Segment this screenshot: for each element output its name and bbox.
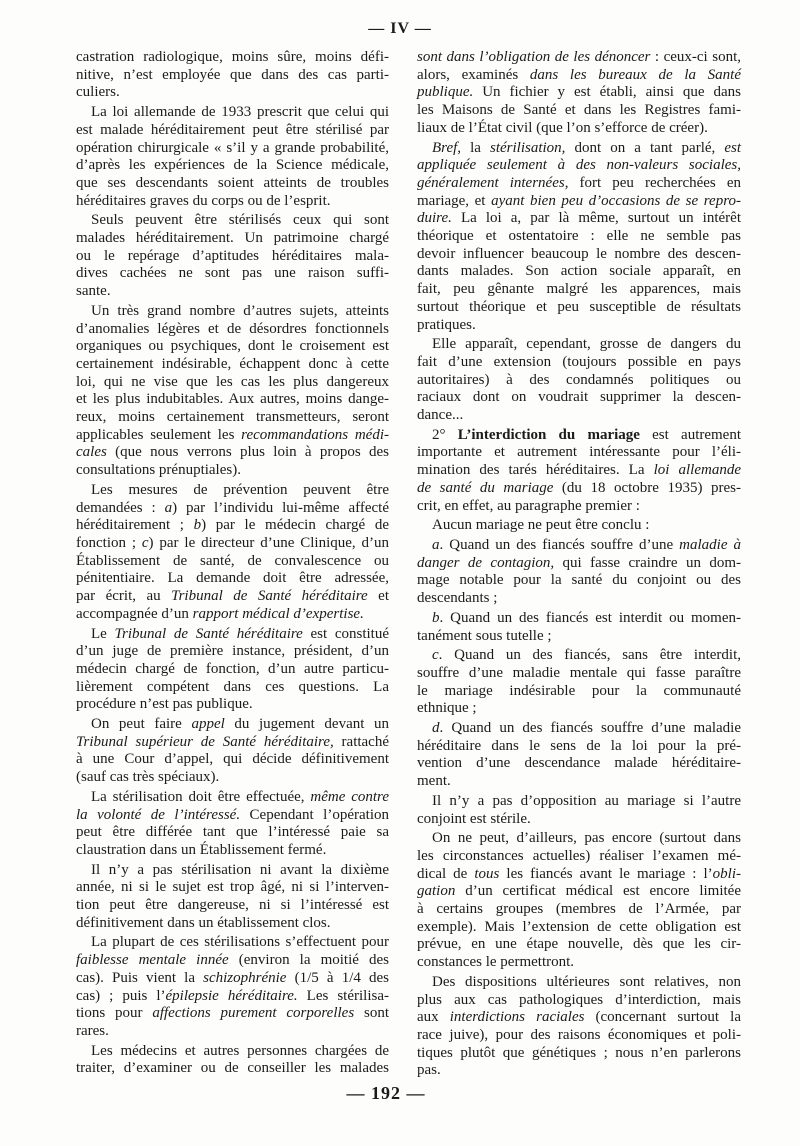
italic-run: gation [417,883,456,900]
paragraph [417,647,741,718]
paragraph [417,720,741,791]
text-run: (concernant surtout la [584,1009,741,1026]
text-line: plus aux cas pathologiques d’interdiction, mais [417,991,741,1008]
text-line [417,49,741,67]
paragraph [417,610,741,645]
text-line: prévue, en une étape nouvelle, dès que les cir- [417,936,741,953]
text-line [76,606,389,624]
paragraph [417,49,741,138]
text-line: dives cachées ne sont pas une raison suffi- [76,265,389,282]
text-line [417,480,741,498]
text-run: alors, examinés [417,66,530,83]
paragraph [76,49,389,102]
italic-run: schizophrénie [203,969,287,986]
text-line [76,952,389,970]
text-run: (que nous verrons plus loin à propos des [106,444,389,461]
text-line: les circonstances actuelles) réaliser l’examen mé- [417,847,741,864]
paragraph [417,793,741,828]
text-line [417,1009,741,1027]
bold-run: L’interdiction du mariage [457,426,640,443]
text-run: aux [417,1009,450,1026]
page-number: — 192 — [346,1083,426,1103]
text-line: La loi allemande de 1933 prescrit que celui qui [91,104,389,121]
italic-run: Tribunal de Santé héréditaire [171,588,368,605]
text-line [417,720,741,738]
text-run: ) par l’individu lui-même affecté [172,499,390,516]
page-header: — IV — [368,20,432,37]
text-line: tiques plutôt que génétiques ; nous n’en parlerons [417,1044,741,1061]
text-run: par écrit, au [76,588,172,605]
italic-run: d [432,720,440,737]
italic-run: rapport médical d’expertise. [192,605,364,622]
text-line: ethnique ; [417,700,477,717]
text-line: pas. [417,1062,441,1079]
text-line: tion peut être dangereuse, ni si l’intéressé est [76,897,389,914]
text-line: Établissement de santé, de convalescence ou [76,552,389,569]
italic-run: affections purement corporelles [152,1005,355,1022]
text-line: race juive), pour des raisons économiques et poli- [417,1026,741,1043]
text-line: Il n’y a pas d’opposition au mariage si l’autre [432,792,741,809]
text-run: dont on a tant parlé, [565,139,725,156]
text-line [76,517,389,535]
text-line: malades héréditairement. Un patrimoine chargé [76,230,389,247]
text-line: autoritaires) à des condamnés politiques ou [417,371,741,388]
text-run: On peut faire [91,716,192,733]
text-line: les Maisons de Santé et dans les Registres fami- [417,102,741,119]
text-line: ou le repérage d’aptitudes héréditaires mala- [76,247,389,264]
italic-run: duire. [417,210,452,227]
text-line [76,988,389,1006]
text-line [417,537,741,555]
paragraph [76,212,389,301]
text-line: nitive, n’est employée que dans des cas parti- [76,66,389,83]
text-line: traiter, d’examiner ou de conseiller les malades [76,1060,389,1077]
text-run: du jugement devant un [224,716,389,733]
text-line: Les mesures de prévention peuvent être [91,481,389,498]
text-line [417,647,741,665]
text-line: rares. [76,1022,109,1039]
text-run: est constitué [302,625,389,642]
text-run: cas) ; puis l’ [76,987,166,1004]
text-line: le mariage indésirable pour la communauté [417,682,741,699]
italic-run: est [724,139,742,156]
text-run: fonction ; [76,534,142,551]
italic-run: généralement internées, [417,174,569,191]
text-run: mariage, et [417,192,492,209]
italic-run: faiblesse mentale innée [76,952,229,969]
text-run: et [367,588,389,605]
italic-run: a [432,536,440,553]
text-line [76,789,389,807]
paragraph [417,140,741,335]
text-line [417,175,741,193]
text-run: cas). Puis vient la [76,969,204,986]
text-line [76,427,389,445]
italic-run: Bref, [432,139,462,156]
text-run: : ceux-ci sont, [650,49,741,65]
italic-run: publique. [417,84,474,101]
paragraph [76,303,389,480]
text-line [417,210,741,228]
paragraph [76,789,389,860]
text-line: que ses descendants soient atteints de troubles [76,174,389,191]
italic-run: danger de contagion, [417,554,555,571]
paragraph [76,862,389,933]
text-line: souffre d’une maladie mentale qui fasse paraître [417,664,741,681]
text-run: la [461,139,490,156]
text-line: fait, peu gênante malgré les apparences, mais [417,281,741,298]
paragraph [76,1043,389,1078]
text-line: constances le permettront. [417,954,575,971]
italic-run: c [141,534,149,551]
italic-run: même contre [310,788,389,805]
text-run: sont [354,1005,390,1022]
text-run: . Quand un des fiancés souffre d’une [439,536,680,553]
text-run: héréditairement ; [76,517,194,534]
text-run: . Quand un des fiancés souffre d’une maladie [439,720,741,737]
text-run: . Quand un des fiancés, sans être interdit, [438,647,741,664]
italic-run: épilepsie héréditaire. [165,987,298,1004]
text-line: consultations prénuptiales). [76,462,241,479]
text-line: lièrement compétent dans ces questions. La [76,678,389,695]
text-run: les fiancés avant le mariage : l’ [499,865,713,882]
paragraph [76,104,389,210]
italic-run: ayant bien peu d’occasions de se repro- [491,192,741,209]
text-line: castration radiologique, moins sûre, moins défi- [76,49,389,65]
text-line: fait d’une extension (toujours possible en pays [417,353,741,370]
italic-run: c [432,647,439,664]
italic-run: maladie à [679,536,741,553]
text-run: (1/5 à 1/4 des [286,969,389,986]
right-column [417,49,741,1080]
text-line [76,588,389,606]
text-line: mage notable pour la santé du conjoint ou des [417,572,741,589]
text-line: conjoint est stérile. [417,810,531,827]
text-line: surtout théorique et peu susceptible de résultats [417,298,741,315]
italic-run: interdictions raciales [449,1009,585,1026]
italic-run: b [432,609,440,626]
text-line [76,1005,389,1023]
text-line: devoir influencer beaucoup le nombre des descen- [417,245,741,262]
text-line: culiers. [76,84,120,101]
text-line: et les plus indubitables. Aux autres, moins dange- [76,391,389,408]
paragraph [417,336,741,425]
text-line [417,140,741,158]
text-line: exemple). Mais l’extension de cette obligation est [417,918,741,935]
text-line: Seuls peuvent être stérilisés ceux qui sont [91,212,389,229]
paragraph [417,427,741,516]
text-line: Les médecins et autres personnes chargées de [91,1042,389,1059]
italic-run: dans les bureaux de la Santé [529,66,742,83]
text-run: Cependant l’opération [240,806,389,823]
text-line [417,193,741,211]
text-line: Il n’y a pas stérilisation ni avant la dixième [91,861,389,878]
paragraph [76,716,389,787]
italic-run: recommandations médi- [241,426,389,443]
text-line: pratiques. [417,316,476,333]
text-line: (sauf cas très spéciaux). [76,769,220,786]
text-line [76,970,389,988]
text-run: Le [91,625,115,642]
text-line: opération chirurgicale « s’il y a grande probabilité, [76,139,389,156]
text-line: organiques ou psychiques, dont le croisement est [76,338,389,355]
text-line [76,535,389,553]
text-run: . Quand un des fiancés est interdit ou momen- [439,609,741,626]
text-run: qui fasse craindre un dom- [554,554,741,571]
text-line: Un très grand nombre d’autres sujets, atteints [91,302,389,319]
text-line: crit, en effet, au paragraphe premier : [417,497,640,514]
text-run: d’un certificat médical est encore limitée [455,883,741,900]
text-line: liaux de l’État civil (que l’on s’efforce de créer). [417,119,708,136]
italic-run: Tribunal supérieur de Santé héréditaire, [76,733,334,750]
paragraph [76,482,389,624]
text-line: médecin chargé de fonction, d’un autre particu- [76,660,389,677]
text-line [417,883,741,901]
text-line: d’après les expériences de la Science médicale, [76,157,389,174]
text-line: Elle apparaît, cependant, grosse de dangers du [432,336,741,353]
italic-run: loi allemande [653,462,741,479]
text-line [417,157,741,175]
text-line [417,67,741,85]
text-line [76,444,389,462]
left-column [76,49,389,1078]
text-line: Aucun mariage ne peut être conclu : [432,517,650,534]
text-line [76,626,389,644]
text-line: descendants ; [417,590,498,607]
text-line [417,84,741,102]
text-line: certainement indésirable, échappent donc à cette [76,355,389,372]
text-line: La plupart de ces stérilisations s’effectuent pour [91,934,389,951]
italic-run: sont dans l’obligation de les dénoncer [417,49,651,65]
paragraph [417,830,741,972]
italic-run: tous [474,865,500,882]
italic-run: cales [76,444,107,461]
text-run: accompagnée d’un [76,605,193,622]
text-line: peut être différée tant que l’intéressé paie sa [76,824,389,841]
text-run: dical de [417,865,475,882]
text-run: tions pour [76,1005,153,1022]
text-run: fort peu recherchées en [568,174,742,191]
paragraph [417,974,741,1080]
italic-run: a [164,499,173,516]
text-run: (du 18 octobre 1935) pres- [553,479,741,496]
text-line: d’anomalies légères et de désordres fonctionnels [76,320,389,337]
text-run: Les stérilisa- [297,987,389,1004]
text-line: à certains groupes (membres de l’Armée, par [417,901,741,918]
text-line: à une Cour d’appel, qui décide définitivement [76,751,389,768]
text-line: tanément sous tutelle ; [417,627,552,644]
text-run: est autrement [639,426,742,443]
text-line: vention d’une descendance malade héréditaire- [417,755,741,772]
text-line [417,555,741,573]
text-line: héréditaires graves du corps ou de l’esprit. [76,192,331,209]
paragraph [76,626,389,715]
text-line: raciaux dont on voudrait supprimer la descen- [417,389,741,406]
text-run: (environ la moitié des [228,952,389,969]
italic-run: la volonté de l’intéressé. [76,806,241,823]
text-line: procédure n’est pas publique. [76,696,253,713]
text-run: 2° [432,426,458,443]
text-run: applicables seulement les [76,426,242,443]
italic-run: Tribunal de Santé héréditaire [114,625,303,642]
text-line [76,807,389,825]
text-line: On ne peut, d’ailleurs, pas encore (surtout dans [432,830,741,847]
italic-run: obli- [712,865,742,882]
text-line [417,427,741,445]
text-line: sante. [76,283,111,300]
text-line: dants malades. Son action sociale apparaît, en [417,263,741,280]
text-run: La loi a, par là même, surtout un intérêt [451,210,741,227]
italic-run: b [193,517,202,534]
text-line: année, ni si le sujet est trop âgé, ni si l’interven- [76,879,389,896]
text-run: rattaché [333,733,389,750]
italic-run: de santé du mariage [417,479,554,496]
text-line [76,734,389,752]
italic-run: appliquée seulement à des non-valeurs sociales, [417,157,741,174]
text-line [76,716,389,734]
text-line: Des dispositions ultérieures sont relatives, non [432,973,741,990]
text-run: ) par le directeur d’une Clinique, d’un [148,534,390,551]
paragraph [76,934,389,1040]
paragraph [417,537,741,608]
text-run: mination des tarés héréditaires. La [417,462,654,479]
text-line: d’un juge de première instance, président, d’un [76,643,389,660]
text-line: définitivement dans un établissement clos. [76,914,331,931]
text-run: Un fichier y est établi, ainsi que dans [473,84,741,101]
text-line [417,866,741,884]
italic-run: stérilisation, [489,139,566,156]
text-line: importante et autrement intéressante pour l’éli- [417,444,741,461]
italic-run: appel [191,716,225,733]
text-line [417,462,741,480]
text-run: La stérilisation doit être effectuée, [91,788,311,805]
text-line: héréditaire dans le sens de la loi pour la pré- [417,737,741,754]
text-line: pénitentiaire. La demande doit être adressée, [76,570,389,587]
paragraph [417,517,741,535]
text-run: demandées : [76,499,165,516]
text-line: loi, qui ne vise que les cas les plus dangereux [76,373,389,390]
text-line: dance... [417,407,464,424]
text-line [417,610,741,628]
text-line: théorique et ostentatoire : elle ne semble pas [417,228,741,245]
text-line: ment. [417,773,451,790]
text-line: claustration dans un Établissement fermé. [76,841,327,858]
text-line [76,500,389,518]
text-line: est malade héréditairement peut être stérilisé par [76,121,389,138]
text-run: ) par le médecin chargé de [201,517,389,534]
text-line: reux, moins certainement transmetteurs, seront [76,409,389,426]
